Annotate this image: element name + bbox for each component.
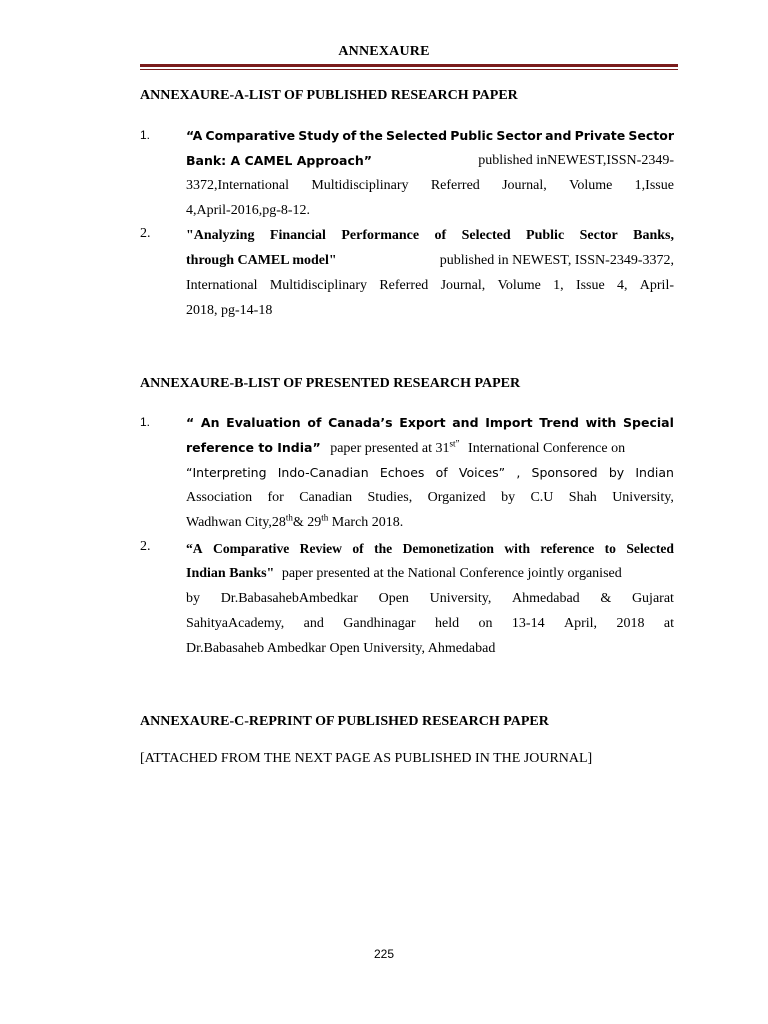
word: An: [200, 415, 220, 430]
word: April-: [639, 278, 674, 293]
word: of: [434, 228, 447, 243]
word: of: [352, 541, 364, 556]
paper-line: [186, 151, 674, 171]
word: reference: [540, 541, 595, 556]
word: 13-14: [511, 616, 545, 631]
word: International: [186, 278, 258, 293]
page-header-title: ANNEXAURE: [338, 44, 430, 59]
paper-line: [186, 176, 674, 196]
word: of: [307, 415, 322, 430]
word: Financial: [269, 228, 326, 243]
word: Study: [298, 128, 340, 143]
word: Ahmedabad: [512, 591, 580, 606]
word: Echoes: [379, 465, 425, 480]
word: at: [663, 616, 674, 631]
word: Evaluation: [226, 415, 301, 430]
word: Trend: [539, 415, 579, 430]
word: by: [186, 591, 200, 606]
ordinal-suffix: st”: [449, 438, 460, 449]
header-rule-thin: [140, 69, 678, 70]
word: ,: [516, 465, 521, 480]
paper-details: 2018, pg-14-18: [186, 303, 273, 318]
word: Volume: [497, 278, 541, 293]
paper-line: [186, 589, 674, 609]
paper-line: [186, 488, 674, 508]
word: Multidisciplinary: [311, 178, 409, 193]
paper-line: [186, 201, 674, 221]
paper-details: International Conference on: [468, 441, 626, 456]
annex-c-note: [ATTACHED FROM THE NEXT PAGE AS PUBLISHED IN THE JOURNAL]: [140, 751, 593, 766]
annex-a-heading: ANNEXAURE-A-LIST OF PUBLISHED RESEARCH PAPER: [140, 88, 518, 103]
annex-c-heading: ANNEXAURE-C-REPRINT OF PUBLISHED RESEARCH PAPER: [140, 714, 549, 729]
word: Comparative: [205, 128, 296, 143]
paper-line: [186, 564, 674, 584]
paper-line: [186, 301, 674, 321]
word: SahityaAcademy,: [186, 616, 285, 631]
word: Journal,: [440, 278, 486, 293]
word: “: [186, 415, 195, 430]
annex-b-heading: ANNEXAURE-B-LIST OF PRESENTED RESEARCH PAPER: [140, 376, 521, 391]
word: 3372,International: [186, 178, 290, 193]
word: Multidisciplinary: [269, 278, 368, 293]
word: the: [359, 128, 383, 143]
word: Gujarat: [631, 591, 674, 606]
word: “Interpreting: [186, 465, 267, 480]
word: Performance: [341, 228, 420, 243]
word: Studies,: [367, 490, 413, 505]
paper-line: [186, 463, 674, 483]
word: and: [545, 128, 572, 143]
word: Indo-Canadian: [277, 465, 369, 480]
word: Volume: [569, 178, 613, 193]
word: “A: [186, 541, 203, 556]
paper-details: Dr.Babasaheb Ambedkar Open University, Ahmedabad: [186, 641, 496, 656]
word: Selected: [626, 541, 674, 556]
paper-details: paper presented at 31: [330, 441, 450, 456]
paper-line: [186, 438, 674, 458]
paper-title-line: [186, 226, 674, 246]
word: 4,: [617, 278, 628, 293]
list-number: 1.: [140, 415, 151, 429]
paper-details: published in NEWEST, ISSN-2349-3372,: [439, 253, 674, 268]
word: of: [435, 465, 448, 480]
paper-title-line: [186, 539, 674, 559]
word: 1,Issue: [634, 178, 674, 193]
word: Canadian: [299, 490, 353, 505]
paper-details: March 2018.: [328, 515, 404, 530]
word: April,: [563, 616, 598, 631]
word: Referred: [430, 178, 480, 193]
word: Public: [450, 128, 494, 143]
word: Comparative: [213, 541, 290, 556]
word: Organized: [427, 490, 486, 505]
word: Export: [399, 415, 446, 430]
paper-title-line: [186, 413, 674, 433]
ordinal-suffix: th: [321, 512, 329, 523]
list-number: 1.: [140, 128, 151, 142]
paper-details: Wadhwan City,28: [186, 515, 286, 530]
word: Review: [299, 541, 342, 556]
word: Sector: [579, 228, 618, 243]
word: Dr.BabasahebAmbedkar: [220, 591, 358, 606]
word: Public: [526, 228, 565, 243]
paper-title: reference to India”: [186, 440, 321, 455]
word: Voices”: [458, 465, 506, 480]
word: Gandhinagar: [343, 616, 416, 631]
paper-title: Bank: A CAMEL Approach”: [186, 153, 372, 168]
word: C.U: [530, 490, 554, 505]
word: Sector: [628, 128, 674, 143]
paper-title: Indian Banks": [186, 566, 275, 581]
word: the: [374, 541, 393, 556]
list-number: 2.: [140, 539, 151, 554]
word: &: [600, 591, 612, 606]
word: Demonetization: [402, 541, 494, 556]
paper-details: 4,April-2016,pg-8-12.: [186, 203, 311, 218]
word: Shah: [568, 490, 597, 505]
word: University,: [612, 490, 674, 505]
paper-line: [186, 513, 674, 533]
word: on: [478, 616, 493, 631]
word: Issue: [575, 278, 605, 293]
word: Journal,: [502, 178, 547, 193]
paper-line: [186, 251, 674, 271]
word: to: [604, 541, 616, 556]
page-number: 225: [373, 947, 395, 961]
word: “A: [186, 128, 203, 143]
word: Import: [485, 415, 533, 430]
word: Association: [186, 490, 253, 505]
word: "Analyzing: [186, 228, 255, 243]
word: Selected: [386, 128, 448, 143]
paper-details: published inNEWEST,ISSN-2349-: [478, 153, 674, 168]
paper-details: paper presented at the National Conference jointly organised: [281, 566, 622, 581]
paper-line: [186, 276, 674, 296]
paper-details: & 29: [292, 515, 322, 530]
word: Special: [623, 415, 674, 430]
word: for: [267, 490, 284, 505]
paper-title-line: [186, 126, 674, 146]
paper-line: [186, 639, 674, 659]
word: Canada’s: [328, 415, 393, 430]
word: 2018: [616, 616, 645, 631]
word: of: [342, 128, 357, 143]
word: by: [608, 465, 625, 480]
header-rule-thick: [140, 64, 678, 67]
word: Open: [378, 591, 409, 606]
word: held: [434, 616, 460, 631]
ordinal-suffix: th: [285, 512, 293, 523]
list-number: 2.: [140, 226, 151, 241]
word: Private: [574, 128, 626, 143]
paper-title: through CAMEL model": [186, 253, 337, 268]
word: Sector: [496, 128, 542, 143]
paper-line: [186, 614, 674, 634]
word: Selected: [461, 228, 511, 243]
word: Referred: [379, 278, 429, 293]
word: and: [303, 616, 324, 631]
word: with: [585, 415, 617, 430]
word: University,: [429, 591, 492, 606]
word: Sponsored: [531, 465, 598, 480]
word: Indian: [635, 465, 674, 480]
word: by: [501, 490, 516, 505]
word: Banks,: [633, 228, 674, 243]
word: with: [504, 541, 531, 556]
word: 1,: [553, 278, 564, 293]
word: and: [452, 415, 479, 430]
